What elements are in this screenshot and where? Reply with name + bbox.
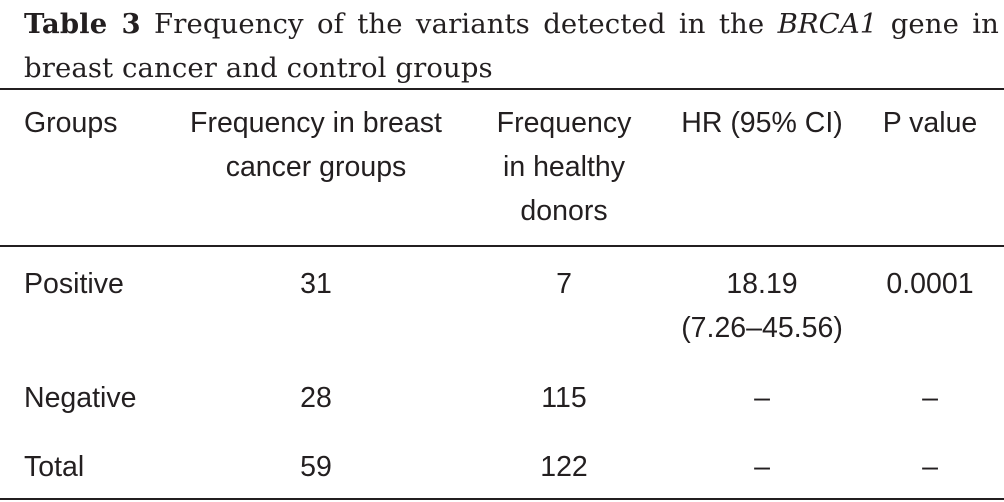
- table-label: Table 3: [24, 8, 141, 40]
- cell-breast-cancer-frequency: 59: [300, 451, 332, 483]
- header-hr-ci: [664, 101, 860, 145]
- caption-text-after: gene in breast cancer and control groups: [24, 8, 999, 84]
- cell-p-value: –: [922, 382, 938, 414]
- header-line: in healthy: [502, 151, 625, 183]
- cell-breast-cancer-frequency: 31: [300, 268, 332, 300]
- header-groups: [24, 101, 164, 145]
- table-header-rule: [0, 245, 1004, 247]
- cell-healthy-frequency: 7: [556, 268, 572, 300]
- cell-p-value: –: [922, 451, 938, 483]
- header-line: donors: [520, 195, 608, 227]
- hr-value: 18.19: [726, 268, 798, 300]
- header-line: cancer groups: [225, 151, 407, 183]
- cell-breast-cancer-frequency: 28: [300, 382, 332, 414]
- cell-group: Negative: [24, 382, 137, 414]
- cell-p-value: 0.0001: [886, 268, 974, 300]
- cell-group: Total: [24, 451, 85, 483]
- cell-hr: [664, 445, 860, 489]
- table-bottom-rule: [0, 498, 1004, 500]
- header-line: Frequency: [496, 107, 632, 139]
- header-line: Groups: [24, 107, 118, 139]
- header-line: Frequency in breast: [190, 107, 442, 139]
- table-top-rule: [0, 88, 1004, 90]
- header-p-value: [870, 101, 990, 145]
- table-caption: [24, 2, 999, 90]
- cell-group: Positive: [24, 268, 124, 300]
- hr-value: –: [754, 382, 770, 414]
- hr-ci: (7.26–45.56): [681, 312, 843, 344]
- header-line: HR (95% CI): [681, 107, 843, 139]
- cell-healthy-frequency: 115: [541, 382, 587, 414]
- cell-hr: [664, 262, 860, 350]
- caption-gene-name: BRCA1: [777, 8, 878, 40]
- header-frequency-healthy: [484, 101, 644, 233]
- hr-value: –: [754, 451, 770, 483]
- caption-text-before: Frequency of the variants detected in the: [140, 8, 778, 40]
- cell-hr: [664, 376, 860, 420]
- header-line: P value: [882, 107, 978, 139]
- header-frequency-breast-cancer: [166, 101, 466, 189]
- cell-healthy-frequency: 122: [540, 451, 588, 483]
